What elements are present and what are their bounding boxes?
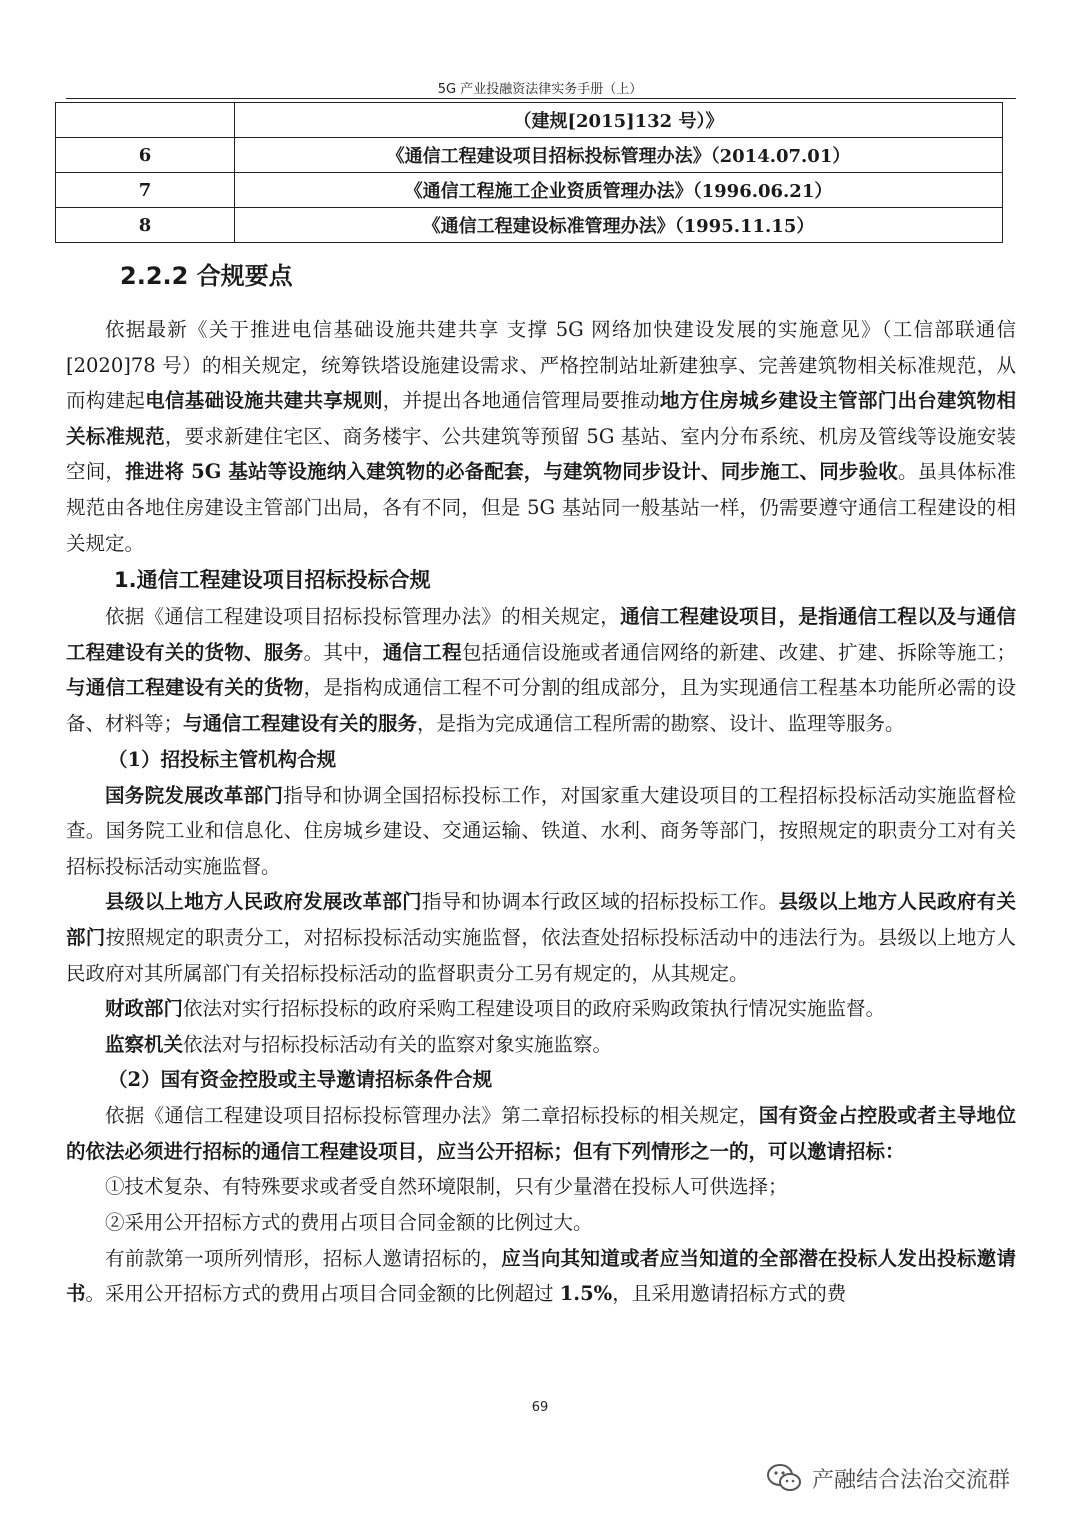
paragraph: 依据《通信工程建设项目招标投标管理办法》的相关规定，通信工程建设项目，是指通信工程以及与通信工程建设有关的货物、服务。其中，通信工程包括通信设施或者通信网络的新建、改建、扩建、拆除等施工；与通信工程建设有关的货物，是指构成通信工程不可分割的组成部分，且为实现通信工程基本功能所必需的设备、材料等；与通信工程建设有关的服务，是指为完成通信工程所需的勘察、设计、监理等服务。 — [66, 605, 1016, 735]
table-row — [56, 173, 1003, 208]
list-item: ②采用公开招标方式的费用占项目合同金额的比例过大。 — [105, 1211, 593, 1235]
table-cell-text: 《通信工程施工企业资质管理办法》（1996.06.21） — [235, 173, 1003, 208]
page-content — [66, 254, 1016, 1312]
paragraph: 财政部门依法对实行招标投标的政府采购工程建设项目的政府采购政策执行情况实施监督。 — [105, 997, 886, 1021]
table-cell-num: 8 — [56, 208, 235, 243]
subsection-heading: 1.通信工程建设项目招标投标合规 — [114, 568, 431, 593]
table-cell-text: （建规[2015]132 号）》 — [235, 103, 1003, 138]
table-cell-text: 《通信工程建设项目招标投标管理办法》（2014.07.01） — [235, 138, 1003, 173]
item-heading: （2）国有资金控股或主导邀请招标条件合规 — [108, 1068, 493, 1092]
paragraph: 有前款第一项所列情形，招标人邀请招标的，应当向其知道或者应当知道的全部潜在投标人发出投标邀请书。采用公开招标方式的费用占项目合同金额的比例超过 1.5%，且采用邀请招标方式的费 — [66, 1246, 1016, 1306]
table-cell-num — [56, 103, 235, 138]
paragraph: 国务院发展改革部门指导和协调全国招标投标工作，对国家重大建设项目的工程招标投标活动实施监督检查。国务院工业和信息化、住房城乡建设、交通运输、铁道、水利、商务等部门，按照规定的职责分工对有关招标投标活动实施监督。 — [66, 783, 1016, 878]
paragraph: 依据最新《关于推进电信基础设施共建共享 支撑 5G 网络加快建设发展的实施意见》（工信部联通信[2020]78 号）的相关规定，统筹铁塔设施建设需求、严格控制站址新建独享、完善建筑物相关标准规范，从而构建起电信基础设施共建共享规则，并提出各地通信管理局要推动地方住房城乡建设主管部门出台建筑物相关标准规范，要求新建住宅区、商务楼宇、公共建筑等预留 5G 基站、室内分布系统、机房及管线等设施安装空间，推进将 5G 基站等设施纳入建筑物的必备配套，与建筑物同步设计、同步施工、同步验收。虽具体标准规范由各地住房建设主管部门出局，各有不同，但是 5G 基站同一般基站一样，仍需要遵守通信工程建设的相关规定。 — [66, 318, 1016, 555]
paragraph: 监察机关依法对与招标投标活动有关的监察对象实施监察。 — [105, 1032, 613, 1056]
header-rule — [66, 98, 1016, 99]
table-row — [56, 208, 1003, 243]
watermark-text: 产融结合法治交流群 — [812, 1467, 1011, 1493]
wechat-icon — [766, 1463, 802, 1493]
list-item: ①技术复杂、有特殊要求或者受自然环境限制，只有少量潜在投标人可供选择； — [105, 1175, 788, 1199]
watermark — [766, 1458, 1010, 1498]
table-cell-num: 6 — [56, 138, 235, 173]
table-row — [56, 103, 1003, 138]
page-number: 69 — [531, 1400, 549, 1415]
law-table — [55, 102, 1003, 243]
table-cell-text: 《通信工程建设标准管理办法》（1995.11.15） — [235, 208, 1003, 243]
table-row — [56, 138, 1003, 173]
paragraph: 依据《通信工程建设项目招标投标管理办法》第二章招标投标的相关规定，国有资金占控股或者主导地位的依法必须进行招标的通信工程建设项目，应当公开招标；但有下列情形之一的，可以邀请招标： — [66, 1104, 1016, 1163]
table-cell-num: 7 — [56, 173, 235, 208]
item-heading: （1）招投标主管机构合规 — [108, 747, 337, 771]
section-heading: 2.2.2 合规要点 — [120, 262, 293, 290]
running-header: 5G 产业投融资法律实务手册（上） — [437, 82, 643, 97]
paragraph: 县级以上地方人民政府发展改革部门指导和协调本行政区域的招标投标工作。县级以上地方人民政府有关部门按照规定的职责分工，对招标投标活动实施监督，依法查处招标投标活动中的违法行为。县级以上地方人民政府对其所属部门有关招标投标活动的监督职责分工另有规定的，从其规定。 — [66, 890, 1016, 985]
